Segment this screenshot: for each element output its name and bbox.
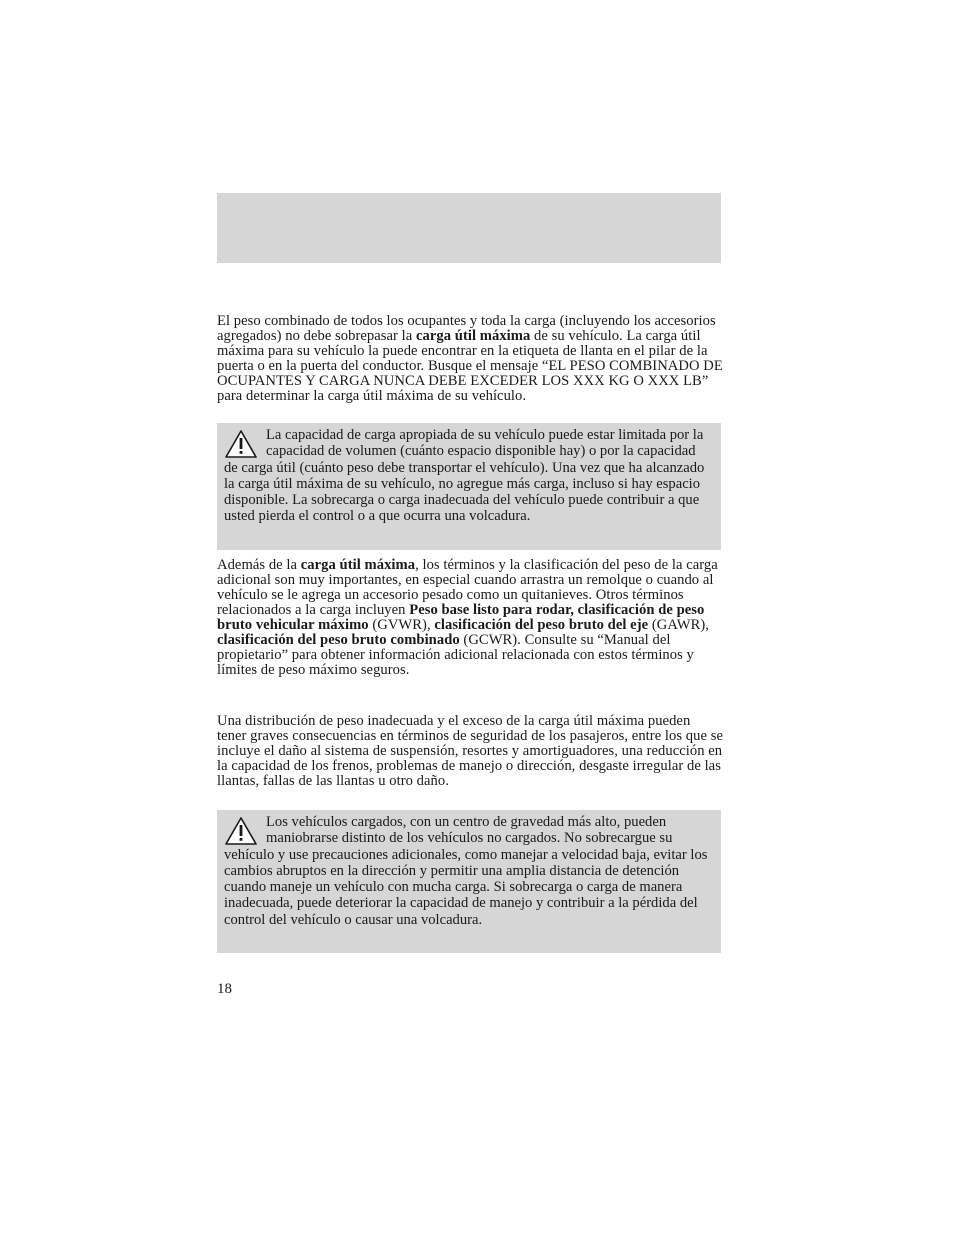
warning-text: La capacidad de carga apropiada de su vehículo puede estar limitada por la capacidad de volumen (cuánto espacio disponible hay) o por la capacidad de carga útil (cuánto peso debe transportar el vehículo). Una vez que ha alcanzado la carga útil máxima de su vehículo, no agregue más carga, incluso si hay espacio disponible. La sobrecarga o carga inadecuada del vehículo puede contribuir a que usted pierda el control o a que ocurra una volcadura. <box>224 427 705 525</box>
bold-term: clasificación del peso bruto del eje <box>434 617 649 633</box>
paragraph-text: (GCWR). Consulte su “Manual del propietario” para obtener información adicional relacionada con estos términos y límites de peso máximo seguros. <box>217 632 694 678</box>
paragraph-text: (GVWR), <box>368 617 435 633</box>
paragraph-payload-intro <box>217 314 723 404</box>
section-header-band <box>217 193 721 263</box>
bold-term: clasificación del peso bruto combinado <box>217 632 460 648</box>
page-number: 18 <box>217 981 232 997</box>
warning-triangle-icon <box>224 429 258 459</box>
bold-term: carga útil máxima <box>300 557 416 573</box>
paragraph-text: Además de la <box>217 557 301 573</box>
paragraph-weight-terms <box>217 558 723 678</box>
warning-triangle-icon <box>224 816 258 846</box>
warning-box-handling <box>217 810 721 953</box>
paragraph-text: , los términos y la clasificación del peso de la carga adicional son muy importantes, en especial cuando arrastra un remolque o cuando al vehículo se le agrega un accesorio pesado como un quitanieves. Otros términos relacionados a la carga incluyen <box>217 557 718 618</box>
paragraph-text: El peso combinado de todos los ocupantes y toda la carga (incluyendo los accesorios agregados) no debe sobrepasar la <box>217 313 716 344</box>
paragraph-weight-distribution: Una distribución de peso inadecuada y el exceso de la carga útil máxima pueden tener graves consecuencias en términos de seguridad de los pasajeros, entre los que se incluye el daño al sistema de suspensión, resortes y amortiguadores, una reducción en la capacidad de los frenos, problemas de manejo o dirección, desgaste irregular de las llantas, fallas de las llantas u otro daño. <box>217 713 723 789</box>
paragraph-text: (GAWR), <box>648 617 709 633</box>
bold-term: Peso base listo para rodar, clasificación de peso bruto vehicular máximo <box>217 602 705 633</box>
warning-box-capacity <box>217 423 721 550</box>
warning-text: Los vehículos cargados, con un centro de gravedad más alto, pueden maniobrarse distinto de los vehículos no cargados. No sobrecargue su vehículo y use precauciones adicionales, como manejar a velocidad baja, evitar los cambios abruptos en la dirección y permitir una amplia distancia de detención cuando maneje un vehículo con mucha carga. Si sobrecarga o carga de manera inadecuada, puede deteriorar la capacidad de manejo y contribuir a la pérdida del control del vehículo o causar una volcadura. <box>224 814 708 928</box>
bold-term: carga útil máxima <box>416 328 531 344</box>
paragraph-text: de su vehículo. La carga útil máxima para su vehículo la puede encontrar en la etiqueta de llanta en el pilar de la puerta o en la puerta del conductor. Busque el mensaje “EL PESO COMBINADO DE OCUPANTES Y CARGA NUNCA DEBE EXCEDER LOS XXX KG O XXX LB” para determinar la carga útil máxima de su vehículo. <box>217 328 723 404</box>
